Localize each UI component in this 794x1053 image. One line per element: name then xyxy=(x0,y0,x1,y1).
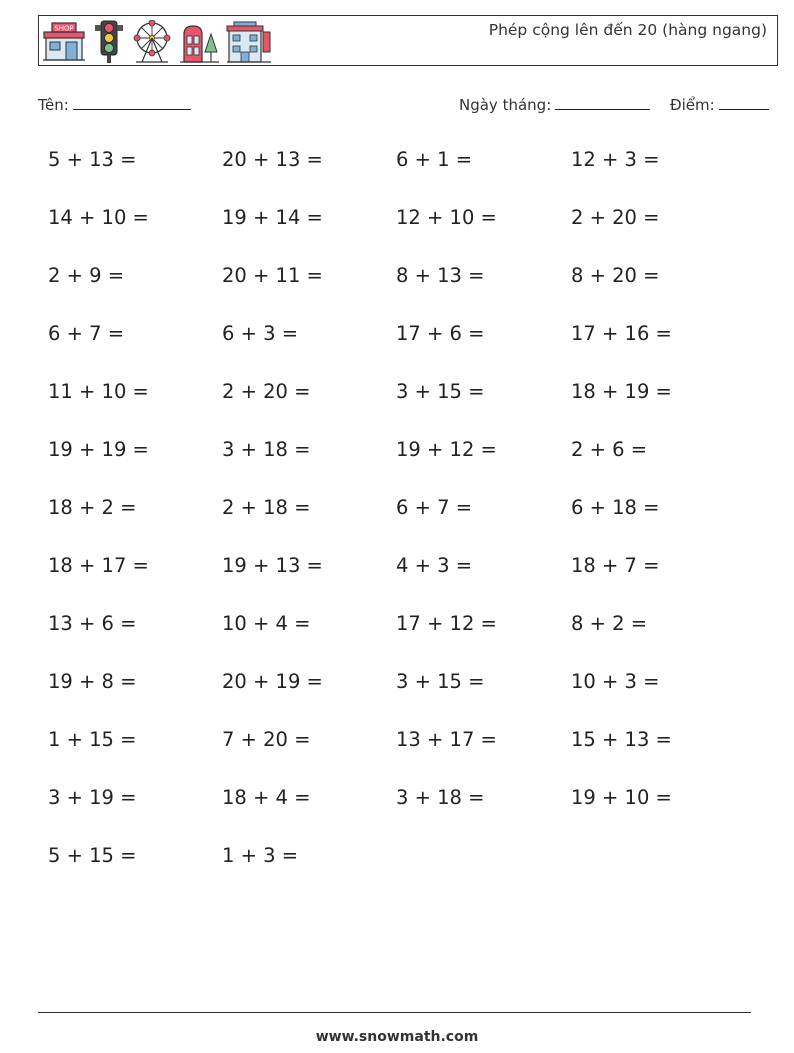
problem-item: 3 + 18 = xyxy=(222,438,311,461)
date-label: Ngày tháng: xyxy=(459,96,552,114)
problem-item: 3 + 15 = xyxy=(396,380,485,403)
problem-item: 18 + 7 = xyxy=(571,554,660,577)
score-field[interactable] xyxy=(670,95,769,114)
svg-text:SHOP: SHOP xyxy=(54,24,74,32)
problem-item: 2 + 20 = xyxy=(571,206,660,229)
problem-item: 7 + 20 = xyxy=(222,728,311,751)
problem-item: 15 + 13 = xyxy=(571,728,672,751)
worksheet-header xyxy=(38,15,778,66)
header-icons xyxy=(42,19,272,64)
problem-item: 19 + 12 = xyxy=(396,438,497,461)
problem-item: 11 + 10 = xyxy=(48,380,149,403)
problem-item: 19 + 13 = xyxy=(222,554,323,577)
problem-item: 10 + 3 = xyxy=(571,670,660,693)
problem-item: 8 + 13 = xyxy=(396,264,485,287)
problem-item: 1 + 15 = xyxy=(48,728,137,751)
phone-booth-tree-icon xyxy=(178,20,220,64)
hotel-building-icon xyxy=(226,20,272,64)
problem-item: 3 + 18 = xyxy=(396,786,485,809)
problem-item: 2 + 9 = xyxy=(48,264,125,287)
problem-item: 4 + 3 = xyxy=(396,554,473,577)
date-blank[interactable] xyxy=(555,95,650,110)
name-label: Tên: xyxy=(38,96,69,114)
problem-item: 1 + 3 = xyxy=(222,844,299,867)
name-blank[interactable] xyxy=(73,95,191,110)
problem-item: 3 + 19 = xyxy=(48,786,137,809)
problem-item: 3 + 15 = xyxy=(396,670,485,693)
problem-item: 17 + 16 = xyxy=(571,322,672,345)
problem-item: 18 + 17 = xyxy=(48,554,149,577)
problem-item: 8 + 20 = xyxy=(571,264,660,287)
problem-item: 18 + 2 = xyxy=(48,496,137,519)
problem-item: 2 + 6 = xyxy=(571,438,648,461)
problem-item: 13 + 6 = xyxy=(48,612,137,635)
traffic-light-icon xyxy=(92,20,126,64)
problem-item: 20 + 19 = xyxy=(222,670,323,693)
problem-item: 19 + 10 = xyxy=(571,786,672,809)
score-blank[interactable] xyxy=(719,95,769,110)
problem-item: 6 + 3 = xyxy=(222,322,299,345)
problem-item: 20 + 11 = xyxy=(222,264,323,287)
problem-item: 14 + 10 = xyxy=(48,206,149,229)
problem-item: 12 + 10 = xyxy=(396,206,497,229)
problem-item: 19 + 14 = xyxy=(222,206,323,229)
footer-divider xyxy=(38,1012,751,1013)
problem-item: 20 + 13 = xyxy=(222,148,323,171)
problem-item: 8 + 2 = xyxy=(571,612,648,635)
problem-grid xyxy=(48,131,748,885)
problem-item: 2 + 20 = xyxy=(222,380,311,403)
problem-item: 2 + 18 = xyxy=(222,496,311,519)
problem-item: 17 + 12 = xyxy=(396,612,497,635)
problem-item: 10 + 4 = xyxy=(222,612,311,635)
problem-item: 6 + 18 = xyxy=(571,496,660,519)
problem-item: 6 + 1 = xyxy=(396,148,473,171)
date-field[interactable] xyxy=(459,95,650,114)
problem-item: 19 + 8 = xyxy=(48,670,137,693)
footer-website: www.snowmath.com xyxy=(315,1029,479,1045)
worksheet-title: Phép cộng lên đến 20 (hàng ngang) xyxy=(488,21,767,39)
problem-item: 12 + 3 = xyxy=(571,148,660,171)
problem-item: 5 + 15 = xyxy=(48,844,137,867)
name-field[interactable] xyxy=(38,95,191,114)
problem-item: 17 + 6 = xyxy=(396,322,485,345)
problem-item: 6 + 7 = xyxy=(48,322,125,345)
shop-icon xyxy=(42,22,86,62)
score-label: Điểm: xyxy=(670,96,715,114)
problem-item: 18 + 19 = xyxy=(571,380,672,403)
problem-item: 18 + 4 = xyxy=(222,786,311,809)
problem-item: 6 + 7 = xyxy=(396,496,473,519)
problem-item: 13 + 17 = xyxy=(396,728,497,751)
problem-item: 5 + 13 = xyxy=(48,148,137,171)
problem-item: 19 + 19 = xyxy=(48,438,149,461)
ferris-wheel-icon xyxy=(132,20,172,64)
